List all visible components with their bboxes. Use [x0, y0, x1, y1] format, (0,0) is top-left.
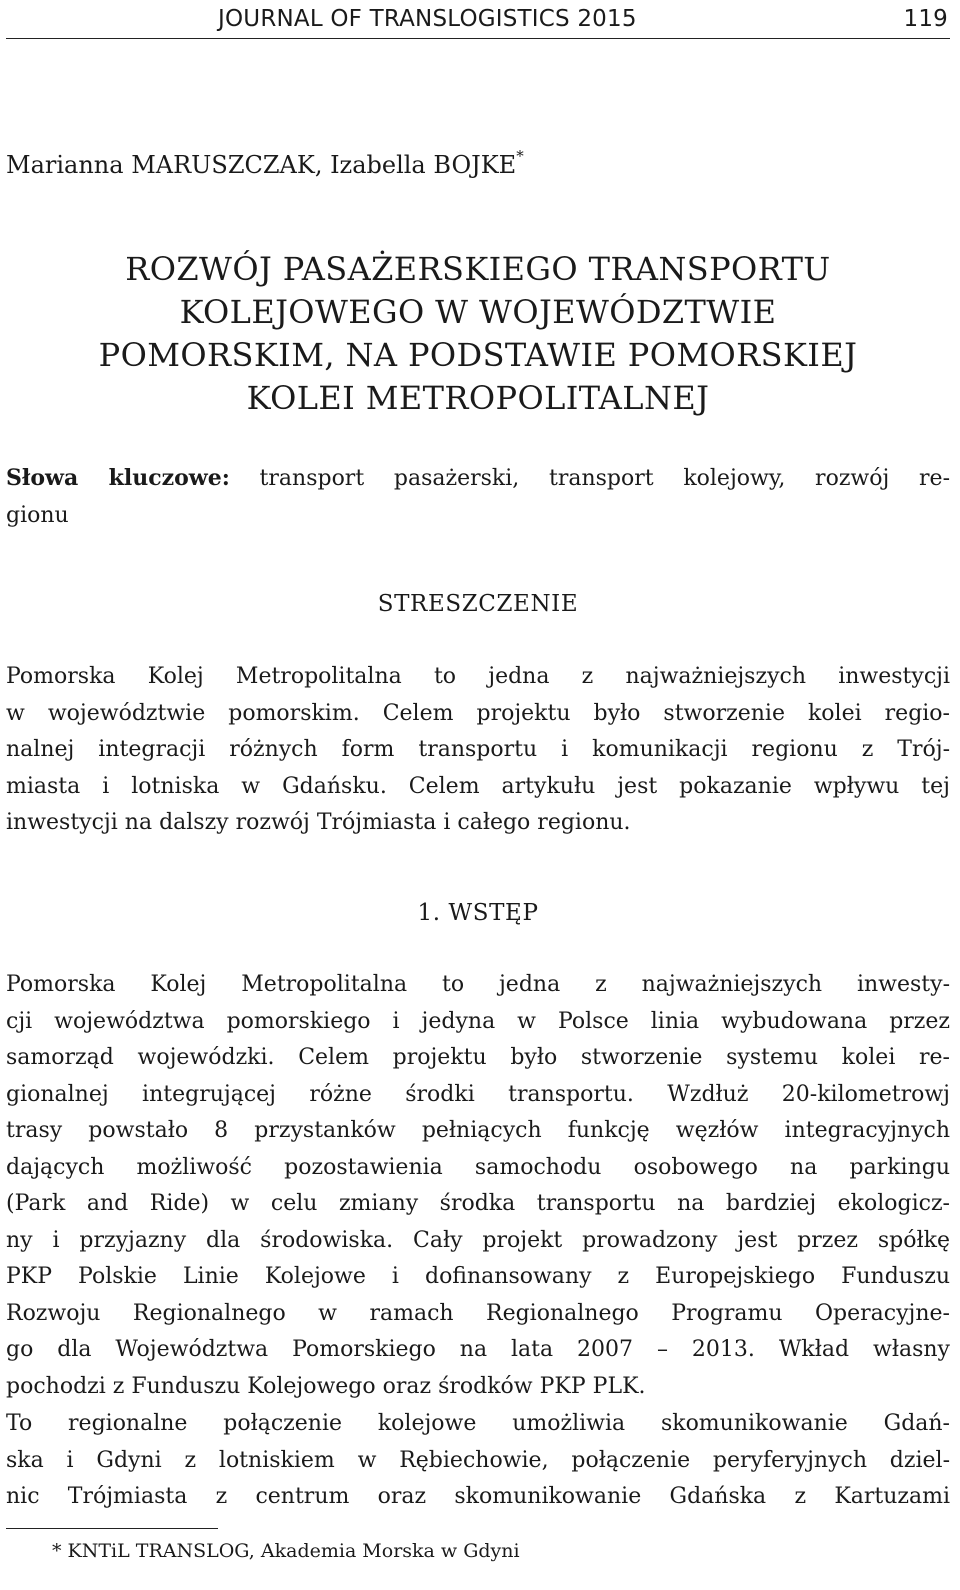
title-line: ROZWÓJ PASAŻERSKIEGO TRANSPORTU [125, 250, 831, 288]
author-names: Marianna MARUSZCZAK, Izabella BOJKE [6, 151, 517, 179]
footnote: * KNTiL TRANSLOG, Akademia Morska w Gdyni [52, 1540, 520, 1562]
paragraph-line: samorząd wojewódzki. Celem projektu było stworzenie systemu kolei re- [6, 1045, 950, 1070]
keywords-text: transport pasażerski, transport kolejowy, rozwój re- [259, 466, 950, 491]
paragraph-line: ska i Gdyni z lotniskiem w Rębiechowie, połączenie peryferyjnych dziel- [6, 1447, 950, 1473]
footnote-rule [6, 1528, 218, 1529]
paragraph-line: nic Trójmiasta z centrum oraz skomunikowanie Gdańska z Kartuzami [6, 1484, 950, 1509]
title-line: KOLEJOWEGO W WOJEWÓDZTWIE [179, 293, 777, 331]
paragraph-line: (Park and Ride) w celu zmiany środka transportu na bardziej ekologicz- [6, 1191, 950, 1216]
introduction-heading: 1. WSTĘP [417, 900, 539, 926]
abstract-line: Pomorska Kolej Metropolitalna to jedna z najważniejszych inwestycji [6, 664, 950, 689]
paragraph-line: dających możliwość pozostawienia samochodu osobowego na parkingu [6, 1154, 950, 1180]
abstract-line: inwestycji na dalszy rozwój Trójmiasta i całego regionu. [6, 810, 631, 835]
title-line: KOLEI METROPOLITALNEJ [246, 379, 710, 417]
paragraph-line: Rozwoju Regionalnego w ramach Regionalnego Programu Operacyjne- [6, 1300, 950, 1326]
author-footnote-mark: * [516, 147, 524, 165]
paragraph-line: trasy powstało 8 przystanków pełniących funkcję węzłów integracyjnych [6, 1118, 950, 1143]
abstract-paragraph [6, 659, 950, 842]
abstract-heading: STRESZCZENIE [377, 591, 579, 617]
paragraph-line: gionalnej integrującej różne środki transportu. Wzdłuż 20-kilometrowj [6, 1081, 950, 1107]
header-rule [6, 38, 950, 39]
paragraph-line: ny i przyjazny dla środowiska. Cały projekt prowadzony jest przez spółkę [6, 1227, 950, 1253]
paragraph-line: pochodzi z Funduszu Kolejowego oraz środków PKP PLK. [6, 1373, 646, 1399]
introduction-paragraph-1 [6, 967, 950, 1405]
abstract-line: w województwie pomorskim. Celem projektu było stworzenie kolei regio- [6, 700, 950, 726]
running-header [6, 2, 950, 36]
abstract-line: nalnej integracji różnych form transportu i komunikacji regionu z Trój- [6, 737, 950, 762]
paragraph-line: Pomorska Kolej Metropolitalna to jedna z najważniejszych inwesty- [6, 972, 950, 997]
abstract-line: miasta i lotniska w Gdańsku. Celem artykułu jest pokazanie wpływu tej [6, 773, 950, 799]
page-number: 119 [903, 6, 948, 32]
author-line [6, 147, 524, 179]
paragraph-line: cji województwa pomorskiego i jedyna w Polsce linia wybudowana przez [6, 1008, 950, 1034]
paragraph-line: PKP Polskie Linie Kolejowe i dofinansowany z Europejskiego Funduszu [6, 1264, 950, 1289]
keywords-text-continued: gionu [6, 503, 69, 528]
journal-page [6, 0, 950, 1590]
journal-name: JOURNAL OF TRANSLOGISTICS 2015 [218, 6, 637, 32]
paragraph-line: go dla Województwa Pomorskiego na lata 2007 – 2013. Wkład własny [6, 1337, 950, 1362]
title-line: POMORSKIM, NA PODSTAWIE POMORSKIEJ [98, 336, 858, 374]
paragraph-line: To regionalne połączenie kolejowe umożliwia skomunikowanie Gdań- [6, 1411, 950, 1436]
keywords-label: Słowa kluczowe: [6, 465, 230, 491]
article-title [6, 248, 950, 420]
introduction-paragraph-2 [6, 1406, 950, 1516]
keywords [6, 460, 950, 534]
